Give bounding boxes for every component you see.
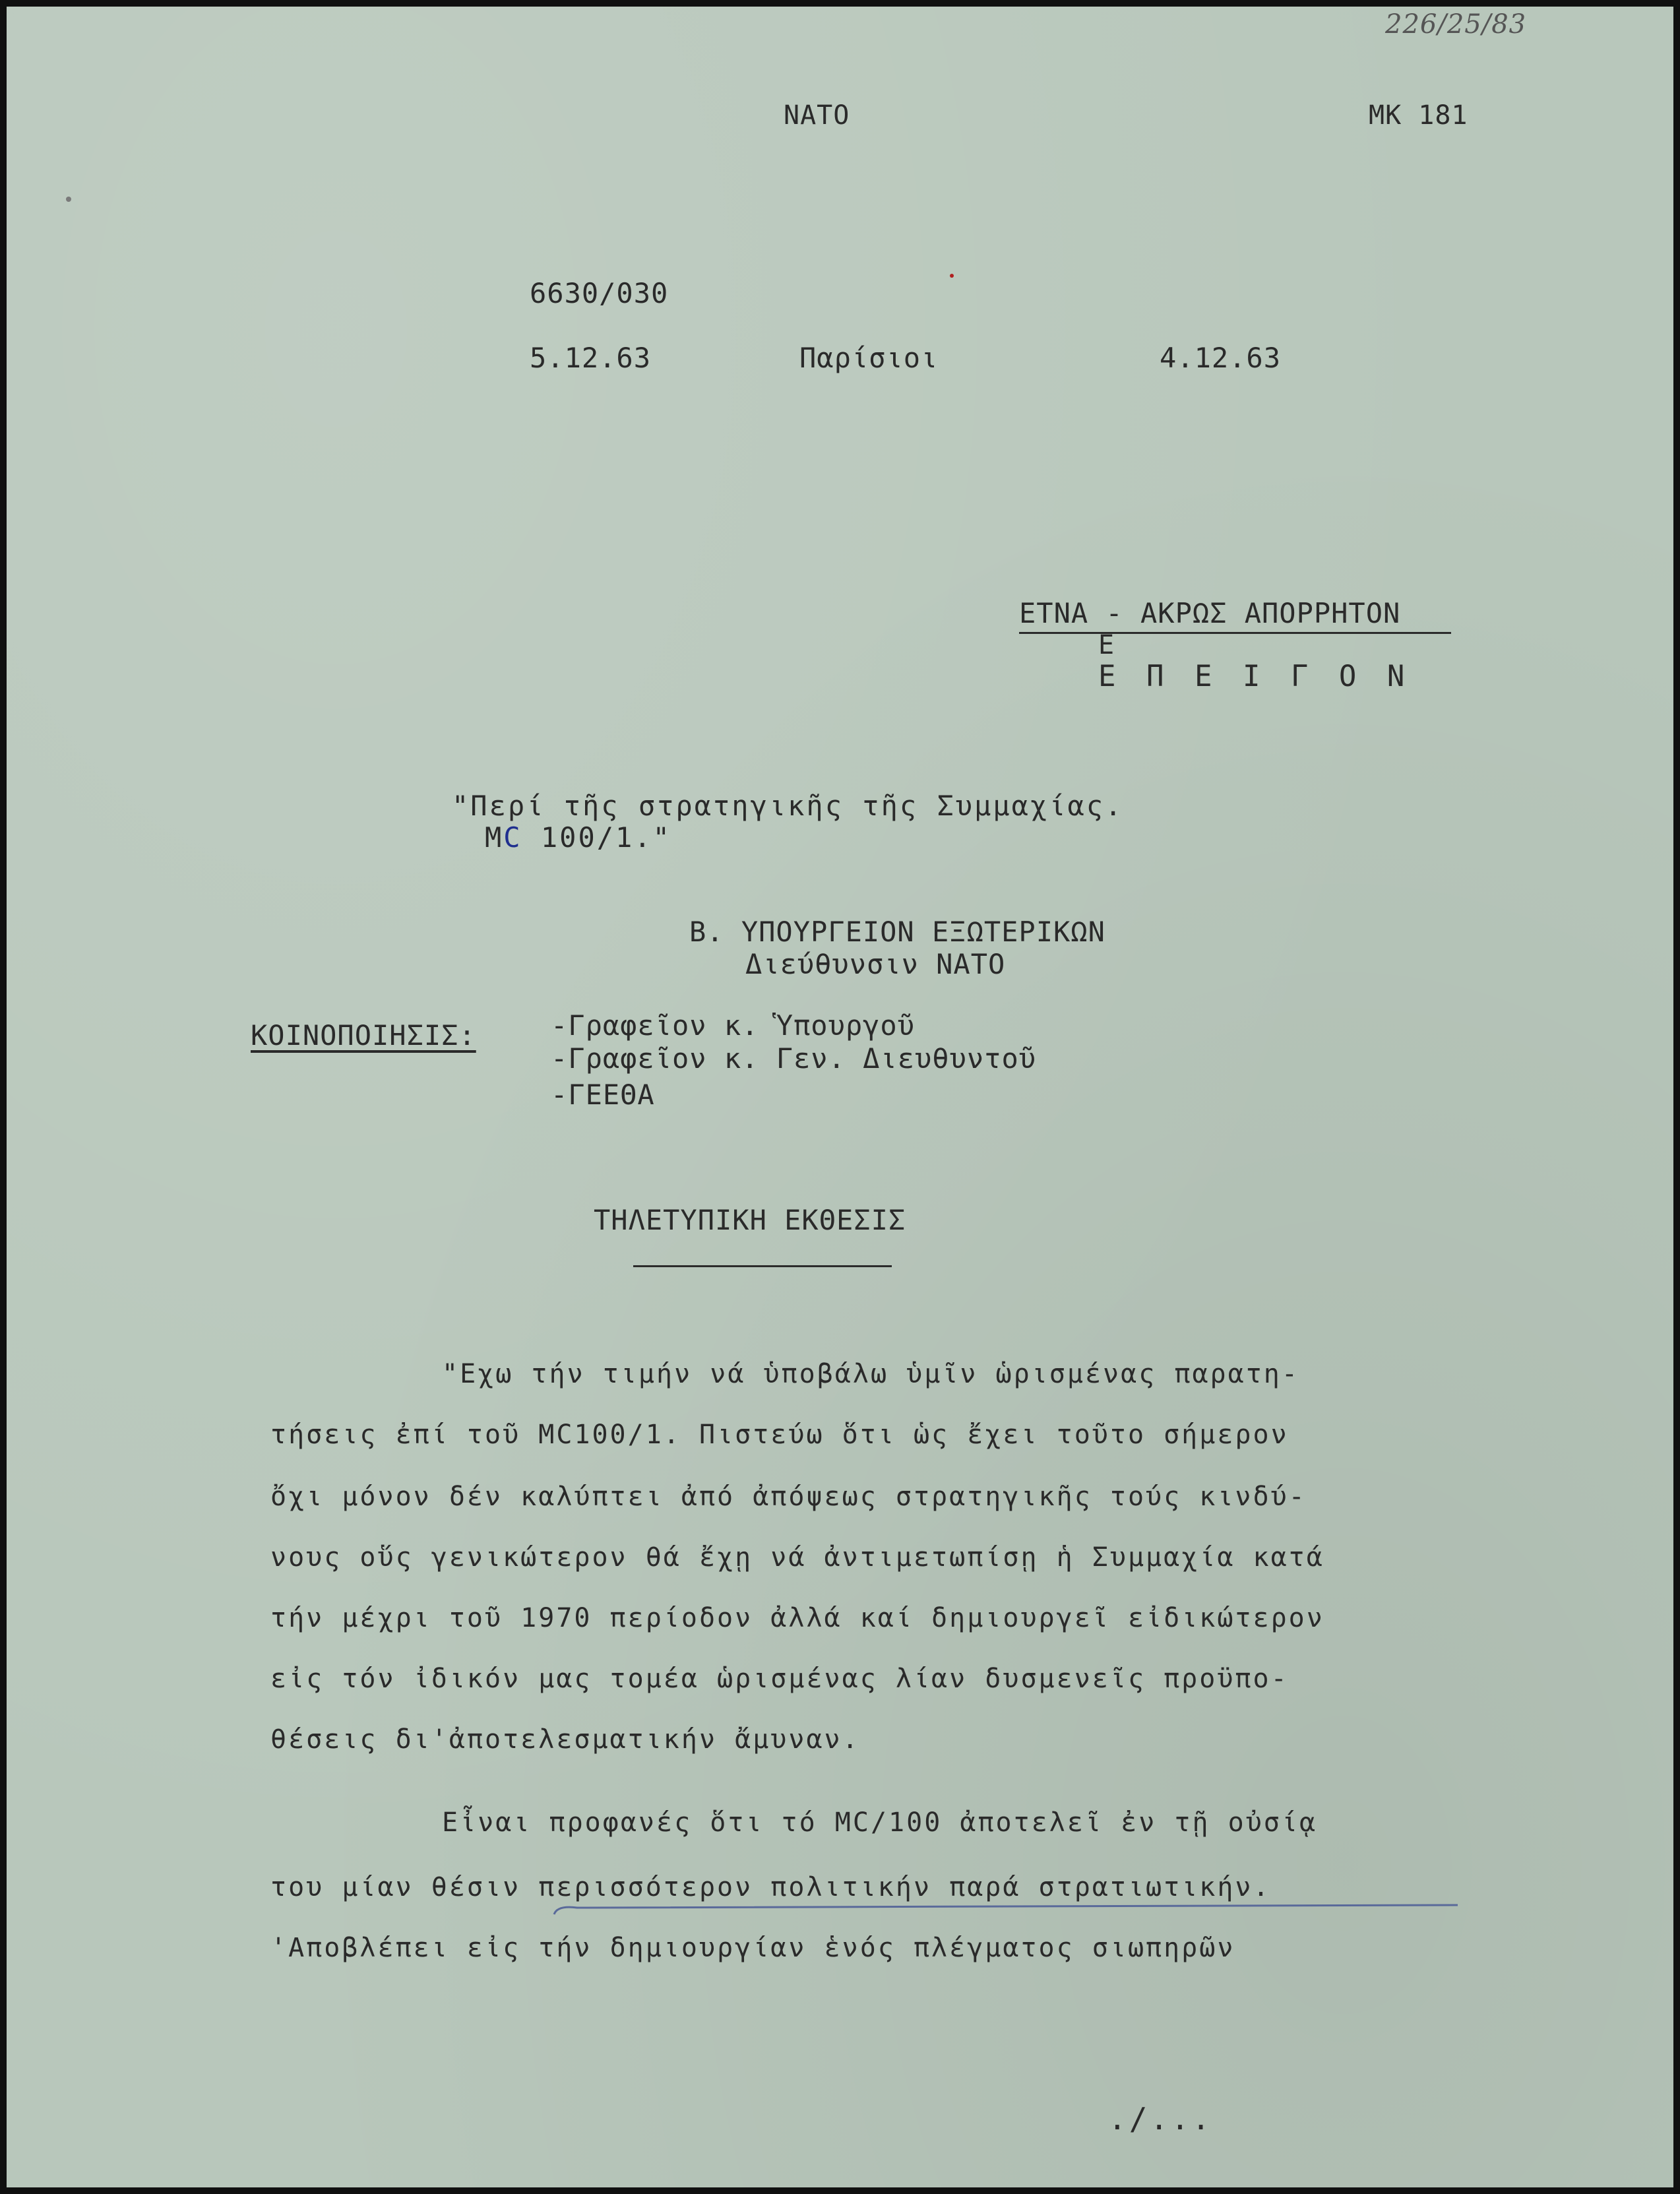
subject-line-1: "Περί τῆς στρατηγικῆς τῆς Συμμαχίας. [452,790,1124,822]
body-line: "Εχω τήν τιμήν νά ὑποβάλω ὑμῖν ὡρισμένας παρατη- [442,1359,1299,1389]
paper-speck [66,197,71,202]
pencil-underline [551,1900,1461,1920]
body-line: Εἶναι προφανές ὅτι τό MC/100 ἀποτελεῖ ἐν τῇ οὐσίᾳ [442,1807,1318,1838]
archive-reference: 226/25/83 [1385,9,1527,40]
copies-item: -Γραφεῖον κ. Γεν. Διευθυντοῦ [551,1042,1037,1075]
report-title-rule [633,1265,892,1267]
message-number: 6630/030 [530,277,669,309]
recipient-line-2: Διεύθυνσιν ΝΑΤΟ [745,948,1006,980]
header-left: NATO [784,100,850,131]
date-sent: 4.12.63 [1160,342,1282,374]
body-line: θέσεις δι'ἀποτελεσματικήν ἄμυναν. [270,1724,860,1755]
copies-item: -Γραφεῖον κ. Ὑπουργοῦ [551,1009,916,1042]
body-line: ὄχι μόνον δέν καλύπτει ἀπό ἀπόψεως στρατηγικῆς τούς κινδύ- [270,1482,1307,1512]
paper-speck [950,274,954,278]
date-received: 5.12.63 [530,342,652,374]
copies-item: -ΓΕΕΘΑ [551,1079,655,1111]
report-title: ΤΗΛΕΤΥΠΙΚΗ ΕΚΘΕΣΙΣ [594,1204,906,1236]
classification-underline [1019,632,1451,634]
subject-prefix: M [485,821,504,854]
copies-label: ΚΟΙΝΟΠΟΙΗΣΙΣ: [251,1019,476,1051]
continuation-mark: ./... [1108,2101,1213,2137]
body-line: του μίαν θέσιν περισσότερον πολιτικήν παρά στρατιωτικήν. [270,1872,1271,1902]
body-line: τήν μέχρι τοῦ 1970 περίοδον ἀλλά καί δημιουργεῖ εἰδικώτερον [270,1603,1324,1633]
header-right: MK 181 [1369,100,1468,131]
body-line: 'Αποβλέπει εἰς τήν δημιουργίαν ἑνός πλέγματος σιωπηρῶν [270,1933,1235,1963]
body-line: τήσεις ἐπί τοῦ MC100/1. Πιστεύω ὅτι ὡς ἔχει τοῦτο σήμερον [270,1420,1289,1450]
body-line: εἰς τόν ἰδικόν μας τομέα ὡρισμένας λίαν δυσμενεῖς προϋπο- [270,1664,1289,1694]
classification-line: ΕΤΝΑ - ΑΚΡΩΣ ΑΠΟΡΡΗΤΟΝ [1019,597,1401,629]
urgency-line: Ε Π Ε Ι Γ Ο Ν [1098,660,1412,693]
classification-letter: Ε [1098,630,1115,660]
recipient-line-1: Β. ΥΠΟΥΡΓΕΙΟΝ ΕΞΩΤΕΡΙΚΩΝ [689,916,1105,948]
body-line: νους οὕς γενικώτερον θά ἔχῃ νά ἀντιμετωπίσῃ ἡ Συμμαχία κατά [270,1542,1324,1573]
subject-line-2 [485,821,671,854]
subject-suffix: 100/1." [522,821,671,854]
origin-city: Παρίσιοι [799,342,939,374]
subject-blue-correction: C [503,821,522,854]
